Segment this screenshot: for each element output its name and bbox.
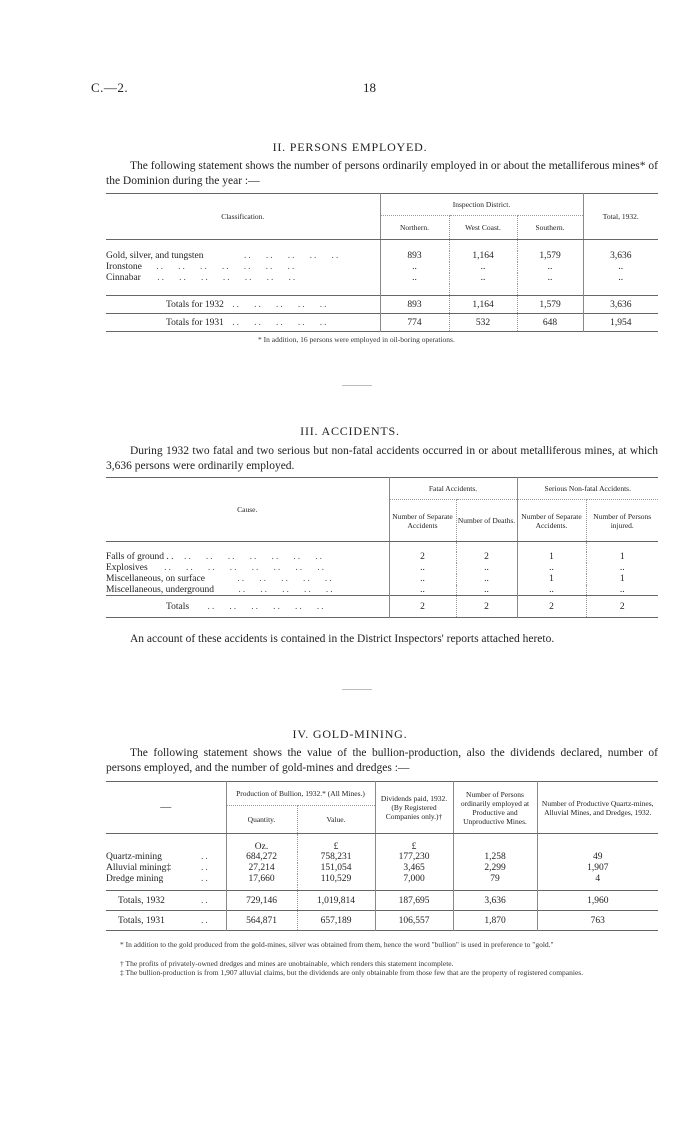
cell-fatal-separate: 2 <box>389 596 456 618</box>
table-row: Quartz-mining .. 684,272 758,231 177,230 1,258 49 <box>106 852 658 863</box>
row-label: Cinnabar <box>106 273 141 283</box>
row-label: Miscellaneous, underground <box>106 584 214 595</box>
header-dividends: Dividends paid, 1932. (By Registered Companies only.)† <box>375 782 453 834</box>
unit-dividends: £ <box>375 834 453 852</box>
table-row: Miscellaneous, on surface .. .. .. .. .. .. .. 1 1 <box>106 574 658 585</box>
cell-number: 1,960 <box>537 891 658 911</box>
header-northern: Northern. <box>380 216 449 240</box>
cell-quantity: 684,272 <box>226 852 297 863</box>
cell-persons: 3,636 <box>453 891 537 911</box>
cell-number: 49 <box>537 852 658 863</box>
cell-serious-injured: 1 <box>586 552 658 563</box>
header-serious-injured: Number of Persons injured. <box>586 500 658 542</box>
cell-serious-separate: 2 <box>517 596 586 618</box>
cell-serious-separate: 1 <box>517 574 586 585</box>
section-3-after-text: An account of these accidents is contained in the District Inspectors' reports attached hereto. <box>130 633 555 645</box>
cell-dividends: 7,000 <box>375 874 453 885</box>
section-2-paragraph-text: The following statement shows the number of persons ordinarily employed in or about the metalliferous mines* of the Dominion during the year :— <box>106 160 658 187</box>
cell-number: 1,907 <box>537 863 658 874</box>
cell-southern: .. <box>517 273 583 284</box>
cell-west-coast: 1,164 <box>449 251 517 262</box>
cell-northern: .. <box>380 273 449 284</box>
cell-serious-injured: 1 <box>586 574 658 585</box>
row-label: Miscellaneous, on surface <box>106 574 205 584</box>
table-row: Falls of ground . . .. .. .. .. .. .. .. 2 2 1 1 <box>106 552 658 563</box>
header-fatal-accidents: Fatal Accidents. <box>389 478 517 500</box>
row-label: Dredge mining <box>106 874 164 884</box>
row-label: Falls of ground . . <box>106 552 174 562</box>
cell-total: .. <box>583 273 658 284</box>
header-serious-separate: Number of Separate Accidents. <box>517 500 586 542</box>
row-label: Totals <box>166 601 190 612</box>
cell-quantity: 564,871 <box>226 911 297 931</box>
cell-value: 1,019,814 <box>297 891 375 911</box>
cell-northern: 893 <box>380 251 449 262</box>
header-inspection-district: Inspection District. <box>380 194 583 216</box>
section-4-footnote-3: ‡ The bullion-production is from 1,907 alluvial claims, but the dividends are only obtainable from those few that are the property of registered companies. <box>120 968 584 977</box>
cell-persons: 79 <box>453 874 537 885</box>
table-row: Alluvial mining‡ .. 27,214 151,054 3,465 2,299 1,907 <box>106 863 658 874</box>
unit-value: £ <box>297 834 375 852</box>
cell-fatal-deaths: .. <box>456 563 517 574</box>
section-3-after-paragraph <box>106 632 658 647</box>
section-2-title: II. PERSONS EMPLOYED. <box>272 140 428 154</box>
cell-northern: 774 <box>380 314 449 332</box>
cell-west-coast: .. <box>449 262 517 273</box>
header-southern: Southern. <box>517 216 583 240</box>
header-total-1932: Total, 1932. <box>583 194 658 240</box>
cell-fatal-separate: .. <box>389 585 456 596</box>
section-4-footnote-2: † The profits of privately-owned dredges and mines are unobtainable, which renders this statement incomplete. <box>120 959 454 968</box>
persons-employed-table <box>106 193 658 332</box>
cell-quantity: 729,146 <box>226 891 297 911</box>
cell-total: .. <box>583 262 658 273</box>
cell-serious-separate: .. <box>517 585 586 596</box>
cell-fatal-deaths: 2 <box>456 596 517 618</box>
header-fatal-deaths: Number of Deaths. <box>456 500 517 542</box>
cell-value: 110,529 <box>297 874 375 885</box>
cell-northern: 893 <box>380 296 449 314</box>
row-label: Alluvial mining‡ <box>106 863 172 873</box>
document-reference: C.—2. <box>91 80 129 95</box>
header-number-mines: Number of Productive Quartz-mines, Alluvial Mines, and Dredges, 1932. <box>537 782 658 834</box>
cell-fatal-deaths: .. <box>456 574 517 585</box>
row-label: Totals, 1931 <box>118 915 165 926</box>
cell-serious-separate: .. <box>517 563 586 574</box>
page-number: 18 <box>363 80 376 95</box>
cell-serious-injured: 2 <box>586 596 658 618</box>
cell-fatal-separate: 2 <box>389 552 456 563</box>
cell-southern: 1,579 <box>517 296 583 314</box>
cell-southern: 648 <box>517 314 583 332</box>
header-classification: Classification. <box>106 194 380 240</box>
section-divider <box>342 385 372 386</box>
section-divider <box>342 689 372 690</box>
cell-dividends: 106,557 <box>375 911 453 931</box>
section-3-paragraph-text: During 1932 two fatal and two serious but non-fatal accidents occurred in or about metalliferous mines, at which 3,636 persons were ordinarily employed. <box>106 445 658 472</box>
cell-west-coast: .. <box>449 273 517 284</box>
table-totals-row: Totals for 1931 .. .. .. .. .. 774 532 648 1,954 <box>106 314 658 332</box>
table-row: Ironstone .. .. .. .. .. .. .. .. .. .. .. <box>106 262 658 273</box>
cell-value: 657,189 <box>297 911 375 931</box>
table-totals-row: Totals, 1932 .. 729,146 1,019,814 187,695 3,636 1,960 <box>106 891 658 911</box>
accidents-table <box>106 477 658 618</box>
header-dash: — <box>106 782 226 834</box>
cell-quantity: 17,660 <box>226 874 297 885</box>
section-3-title: III. ACCIDENTS. <box>300 424 400 438</box>
cell-total: 3,636 <box>583 296 658 314</box>
gold-mining-table <box>106 781 658 931</box>
section-4-paragraph <box>106 746 658 776</box>
section-3-paragraph <box>106 444 658 474</box>
table-row: Explosives .. .. .. .. .. .. .. .. .. .. .. .. <box>106 563 658 574</box>
header-serious-accidents: Serious Non-fatal Accidents. <box>517 478 658 500</box>
cell-west-coast: 532 <box>449 314 517 332</box>
cell-total: 3,636 <box>583 251 658 262</box>
section-4-footnote-1: * In addition to the gold produced from the gold-mines, silver was obtained from them, hence the word "bullion" is used in preference to "gold." <box>120 940 554 949</box>
cell-fatal-separate: .. <box>389 574 456 585</box>
section-2-paragraph <box>106 159 658 189</box>
unit-quantity: Oz. <box>226 834 297 852</box>
header-quantity: Quantity. <box>226 806 297 834</box>
table-row: Miscellaneous, underground .. .. .. .. .. .. .. .. .. <box>106 585 658 596</box>
row-label: Totals for 1932 <box>166 299 224 310</box>
cell-serious-injured: .. <box>586 585 658 596</box>
cell-dividends: 177,230 <box>375 852 453 863</box>
cell-fatal-deaths: .. <box>456 585 517 596</box>
table-totals-row: Totals .. .. .. .. .. .. 2 2 2 2 <box>106 596 658 618</box>
cell-total: 1,954 <box>583 314 658 332</box>
section-2-footnote: * In addition, 16 persons were employed in oil-boring operations. <box>258 335 455 344</box>
cell-fatal-separate: .. <box>389 563 456 574</box>
cell-persons: 2,299 <box>453 863 537 874</box>
cell-serious-separate: 1 <box>517 552 586 563</box>
cell-persons: 1,870 <box>453 911 537 931</box>
cell-dividends: 187,695 <box>375 891 453 911</box>
table-totals-row: Totals, 1931 .. 564,871 657,189 106,557 1,870 763 <box>106 911 658 931</box>
cell-number: 763 <box>537 911 658 931</box>
header-value: Value. <box>297 806 375 834</box>
cell-dividends: 3,465 <box>375 863 453 874</box>
row-label: Explosives <box>106 563 148 573</box>
row-label: Quartz-mining <box>106 852 162 862</box>
section-4-title: IV. GOLD-MINING. <box>292 727 408 741</box>
table-row: Dredge mining .. 17,660 110,529 7,000 79 4 <box>106 874 658 885</box>
table-row: Cinnabar .. .. .. .. .. .. .. .. .. .. .. <box>106 273 658 284</box>
cell-number: 4 <box>537 874 658 885</box>
header-fatal-separate: Number of Separate Accidents <box>389 500 456 542</box>
row-label: Gold, silver, and tungsten <box>106 251 204 261</box>
cell-fatal-deaths: 2 <box>456 552 517 563</box>
cell-west-coast: 1,164 <box>449 296 517 314</box>
table-row: Gold, silver, and tungsten .. .. .. .. .. 893 1,164 1,579 3,636 <box>106 251 658 262</box>
header-persons: Number of Persons ordinarily employed at Productive and Unproductive Mines. <box>453 782 537 834</box>
cell-southern: 1,579 <box>517 251 583 262</box>
row-label: Totals for 1931 <box>166 317 224 328</box>
section-4-paragraph-text: The following statement shows the value of the bullion-production, also the dividends declared, number of persons employed, and the number of gold-mines and dredges :— <box>106 747 658 774</box>
row-label: Totals, 1932 <box>118 895 165 906</box>
cell-value: 151,054 <box>297 863 375 874</box>
header-west-coast: West Coast. <box>449 216 517 240</box>
cell-serious-injured: .. <box>586 563 658 574</box>
cell-persons: 1,258 <box>453 852 537 863</box>
cell-quantity: 27,214 <box>226 863 297 874</box>
cell-northern: .. <box>380 262 449 273</box>
row-label: Ironstone <box>106 262 142 272</box>
table-totals-row: Totals for 1932 .. .. .. .. .. 893 1,164 1,579 3,636 <box>106 296 658 314</box>
header-cause: Cause. <box>106 478 389 542</box>
cell-southern: .. <box>517 262 583 273</box>
cell-value: 758,231 <box>297 852 375 863</box>
header-production: Production of Bullion, 1932.* (All Mines.) <box>226 782 375 806</box>
